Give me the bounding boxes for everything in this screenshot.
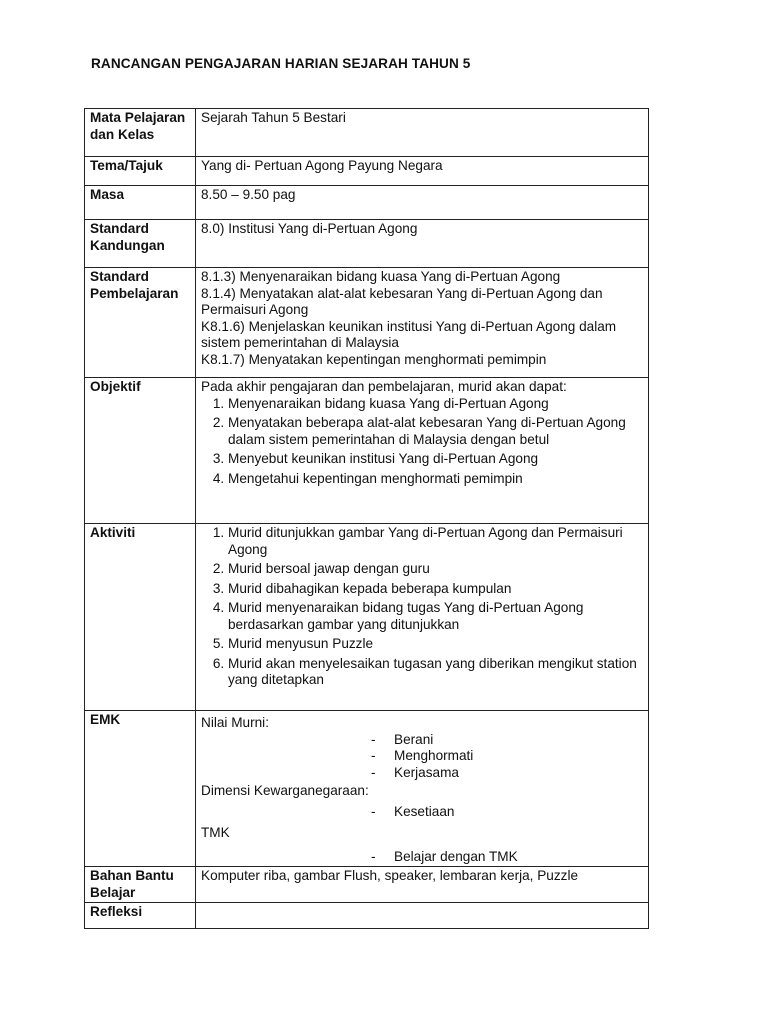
emk-nilai-heading: Nilai Murni: [201,715,269,730]
row-emk [85,711,649,867]
row-tema [85,157,649,186]
list-item: 4. Mengetahui kepentingan menghormati pemimpin [228,471,643,488]
label-mata-pelajaran: Mata Pelajaran dan Kelas [85,109,196,157]
label-bahan: Bahan Bantu Belajar [85,867,196,903]
list-item: 3. Menyebut keunikan institusi Yang di-Pertuan Agong [228,451,643,468]
emk-item-text: Kesetiaan [394,803,455,819]
row-standard-kandungan [85,220,649,268]
dash: - [371,764,376,780]
emk-item-text: Kerjasama [394,764,459,780]
value-objektif [196,378,649,524]
emk-item-text: Berani [394,731,434,747]
row-mata-pelajaran [85,109,649,157]
list-item: 6. Murid akan menyelesaikan tugasan yang diberikan mengikut station yang ditetapkan [228,656,643,689]
emk-item-text: Menghormati [394,748,474,763]
emk-item [201,849,643,866]
value-aktiviti [196,524,649,711]
emk-item [201,804,643,821]
label-standard-kandungan: Standard Kandungan [85,220,196,268]
sp-line: K8.1.7) Menyatakan kepentingan menghormati pemimpin [201,351,547,367]
sp-line: 8.1.4) Menyatakan alat-alat kebesaran Yang di-Pertuan Agong dan Permaisuri Agong [201,285,603,317]
emk-tmk-heading: TMK [201,825,230,840]
list-item: 2. Menyatakan beberapa alat-alat kebesaran Yang di-Pertuan Agong dalam sistem pemerintahan di Malaysia dengan betul [228,415,643,448]
list-item: 1. Murid ditunjukkan gambar Yang di-Pertuan Agong dan Permaisuri Agong [228,525,643,558]
label-refleksi: Refleksi [85,903,196,929]
emk-dimensi-heading: Dimensi Kewarganegaraan: [201,783,369,798]
label-tema: Tema/Tajuk [85,157,196,186]
dash: - [371,803,376,819]
value-standard-kandungan: 8.0) Institusi Yang di-Pertuan Agong [196,220,649,268]
label-standard-pembelajaran: Standard Pembelajaran [85,268,196,378]
list-item: 4. Murid menyenaraikan bidang tugas Yang di-Pertuan Agong berdasarkan gambar yang ditunjukkan [228,600,643,633]
label-aktiviti: Aktiviti [85,524,196,711]
label-objektif: Objektif [85,378,196,524]
emk-item [201,765,643,782]
lesson-plan-table [84,108,649,929]
list-item: 1. Menyenaraikan bidang kuasa Yang di-Pertuan Agong [228,396,643,413]
document-title: RANCANGAN PENGAJARAN HARIAN SEJARAH TAHUN 5 [91,56,471,71]
row-masa [85,186,649,220]
label-masa: Masa [85,186,196,220]
value-mata-pelajaran: Sejarah Tahun 5 Bestari [196,109,649,157]
value-masa: 8.50 – 9.50 pag [196,186,649,220]
row-aktiviti [85,524,649,711]
value-emk [196,711,649,867]
sp-line: K8.1.6) Menjelaskan keunikan institusi Yang di-Pertuan Agong dalam sistem pemerintahan di Malaysia [201,318,617,350]
list-item: 3. Murid dibahagikan kepada beberapa kumpulan [228,581,643,598]
row-refleksi [85,903,649,929]
sp-line: 8.1.3) Menyenaraikan bidang kuasa Yang di-Pertuan Agong [201,269,561,284]
emk-item [201,748,643,765]
list-item: 5. Murid menyusun Puzzle [228,636,643,653]
aktiviti-list [201,525,643,689]
objektif-intro: Pada akhir pengajaran dan pembelajaran, murid akan dapat: [201,379,567,394]
emk-item [201,732,643,749]
row-bahan [85,867,649,903]
dash: - [371,748,376,763]
value-refleksi [196,903,649,929]
row-objektif [85,378,649,524]
emk-item-text: Belajar dengan TMK [394,848,518,864]
label-emk: EMK [85,711,196,867]
dash: - [371,731,376,747]
row-standard-pembelajaran [85,268,649,378]
dash: - [371,848,376,864]
objektif-list [201,396,643,488]
value-tema: Yang di- Pertuan Agong Payung Negara [196,157,649,186]
value-bahan: Komputer riba, gambar Flush, speaker, lembaran kerja, Puzzle [196,867,649,903]
value-standard-pembelajaran [196,268,649,378]
list-item: 2. Murid bersoal jawap dengan guru [228,561,643,578]
